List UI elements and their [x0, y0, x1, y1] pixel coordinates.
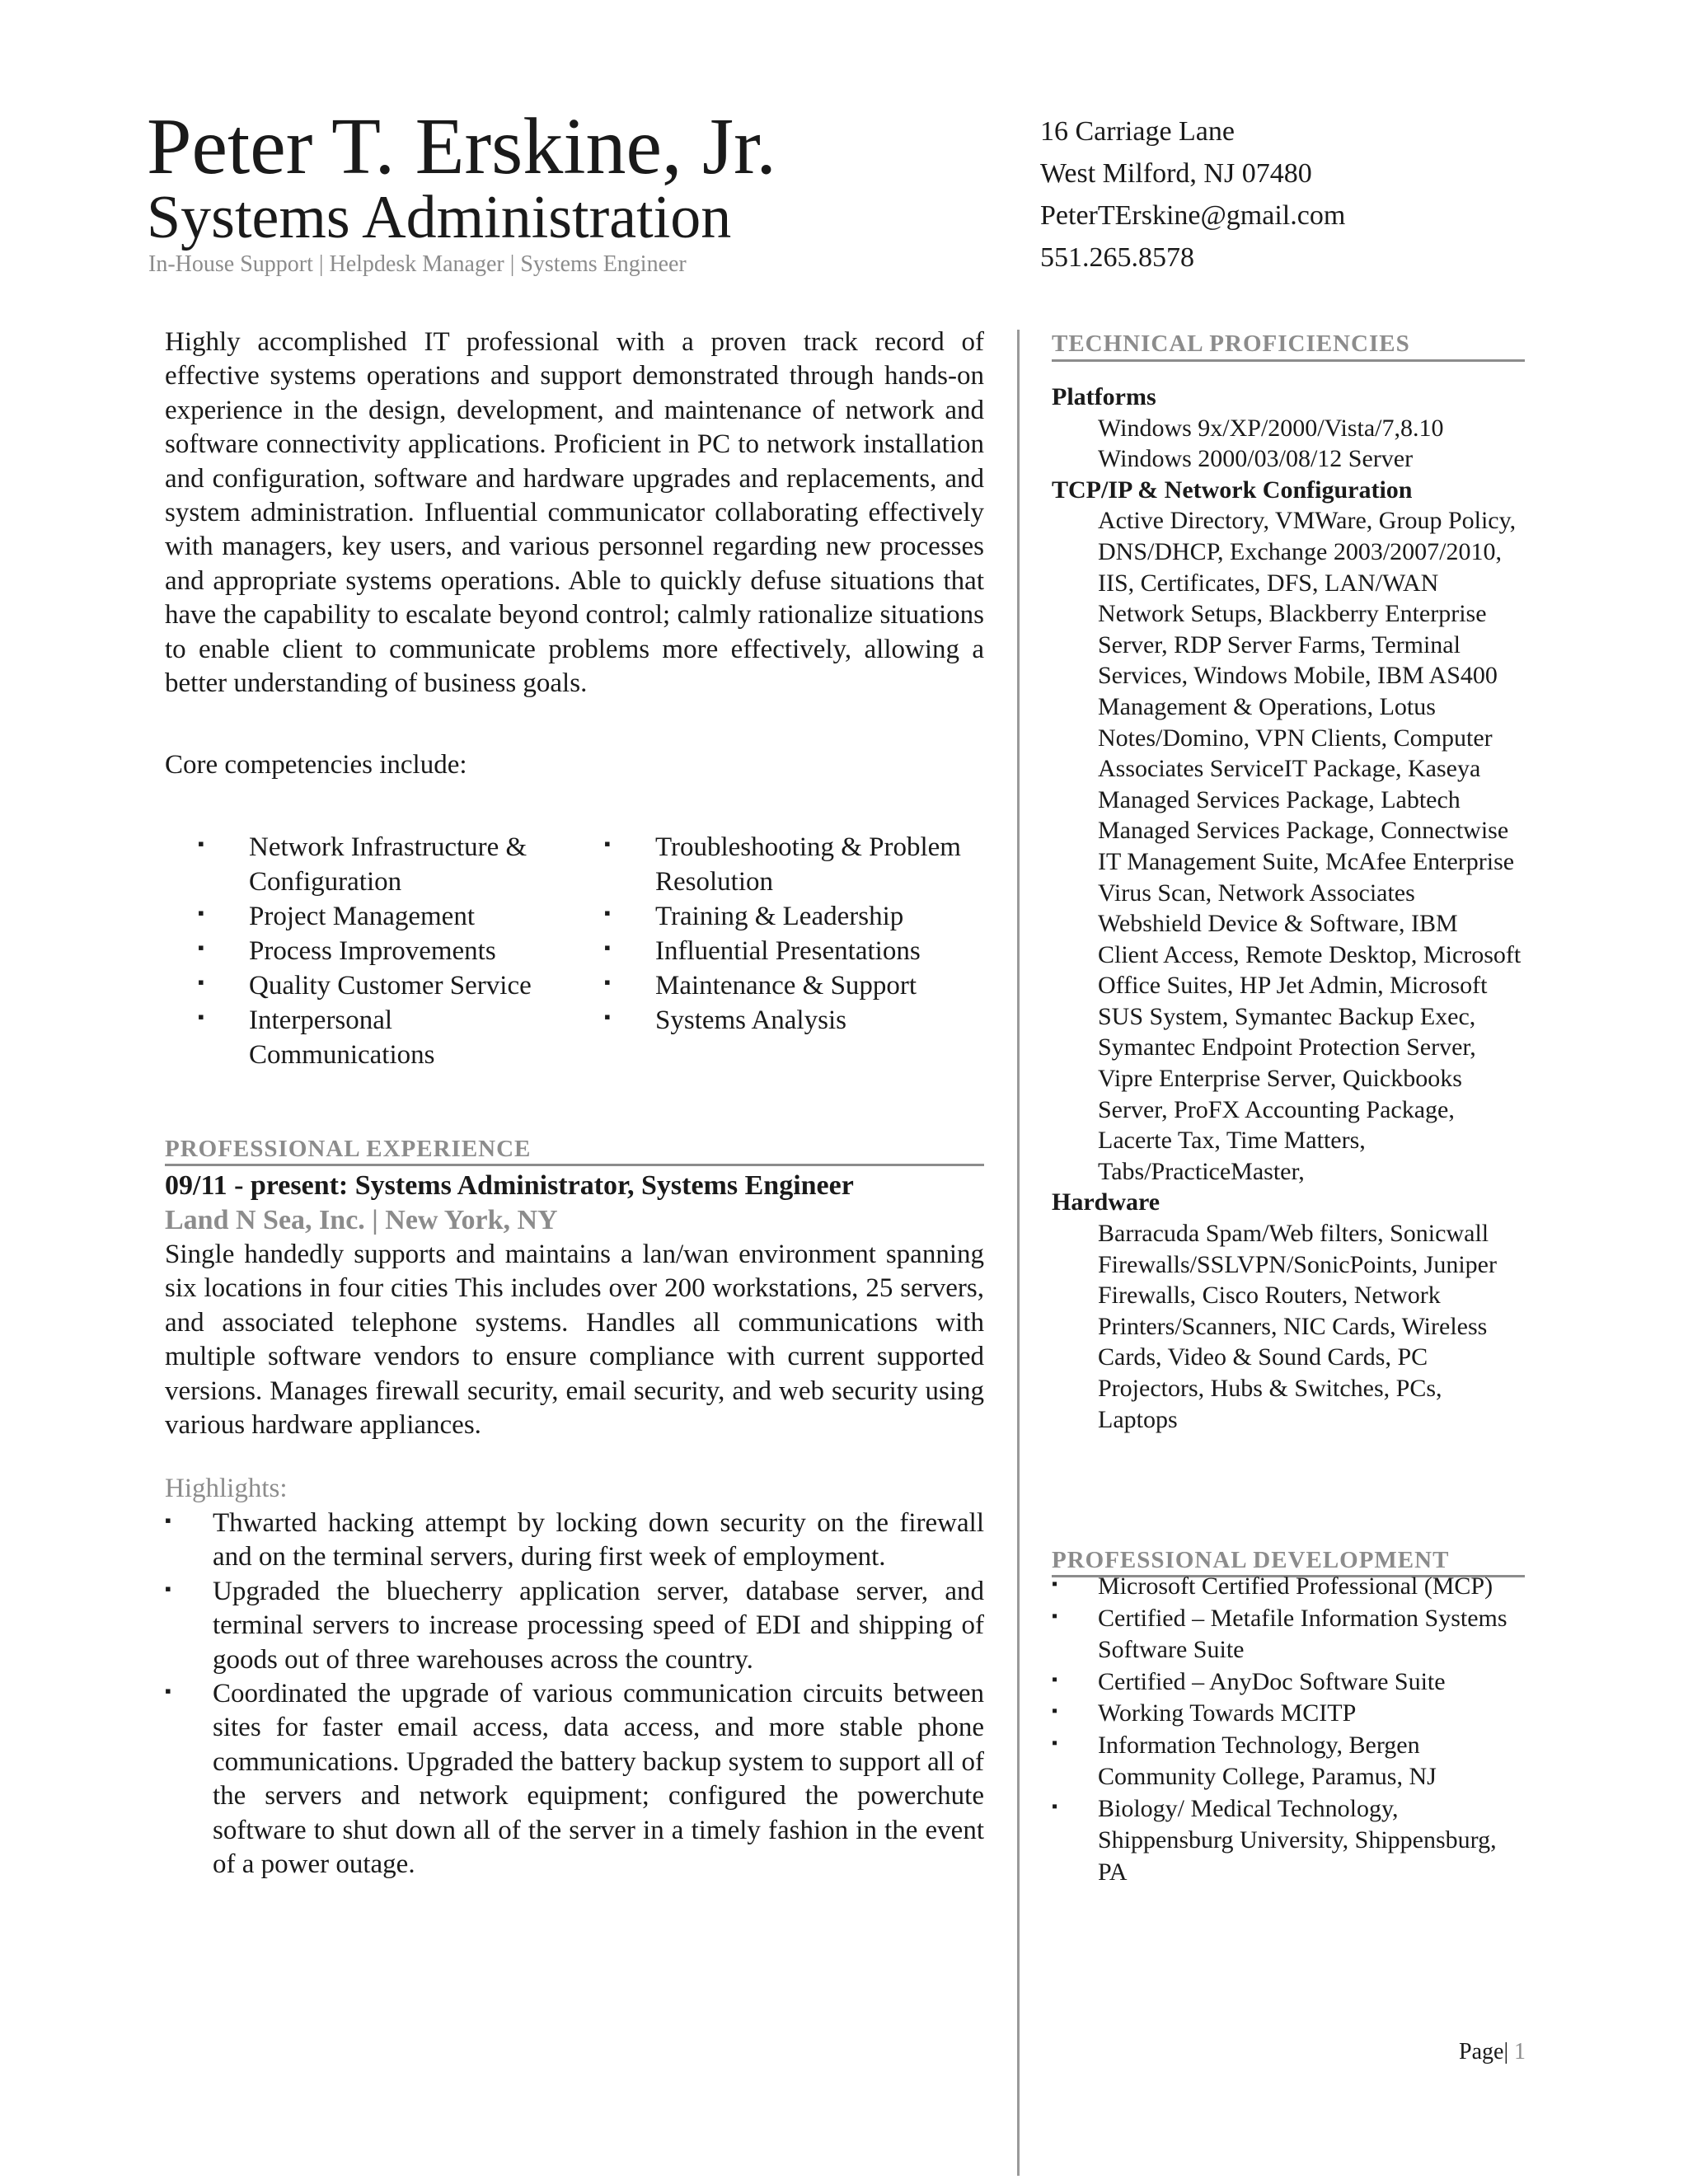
competency-item: ▪ Maintenance & Support [604, 968, 992, 1003]
competency-item: ▪ Troubleshooting & Problem Resolution [604, 830, 992, 899]
competency-item: ▪ Systems Analysis [604, 1003, 992, 1038]
contact-block [1040, 110, 1345, 279]
bullet-icon: ▪ [1052, 1702, 1058, 1720]
column-divider [1017, 330, 1020, 2176]
development-item: ▪ Information Technology, Bergen Community College, Paramus, NJ [1052, 1731, 1437, 1790]
competency-item: ▪ Process Improvements [198, 934, 577, 968]
bullet-icon: ▪ [1052, 1670, 1058, 1689]
page-number: 1 [1514, 2039, 1526, 2064]
job-title: 09/11 - present: Systems Administrator, Systems Engineer [165, 1170, 854, 1201]
competency-item: ▪ Network Infrastructure & Configuration [198, 830, 577, 899]
bullet-icon: ▪ [604, 902, 611, 923]
bullet-icon: ▪ [198, 833, 204, 854]
hardware-list: Barracuda Spam/Web filters, Sonicwall Firewalls/SSLVPN/SonicPoints, Juniper Firewalls, Cisco Routers, Network Printers/Scanners, NIC Cards, Wireless Cards, Video & Sound Cards, PC Projectors, Hubs & Switches, PCs, Laptops [1098, 1220, 1497, 1433]
core-competencies-label: Core competencies include: [165, 750, 467, 780]
bullet-icon: ▪ [198, 902, 204, 923]
development-item: ▪ Working Towards MCITP [1052, 1699, 1357, 1727]
hardware-label: Hardware [1052, 1188, 1160, 1216]
technical-proficiencies [1052, 382, 1522, 1435]
bullet-icon: ▪ [604, 1006, 611, 1027]
competency-item: ▪ Quality Customer Service [198, 968, 577, 1003]
tcpip-list: Active Directory, VMWare, Group Policy, DNS/DHCP, Exchange 2003/2007/2010, IIS, Certificates, DFS, LAN/WAN Network Setups, Blackberry Enterprise Server, RDP Server Farms, Terminal Services, Windows Mobile, IBM AS400 Management & Operations, Lotus Notes/Domino, VPN Clients, Computer Associates ServiceIT Package, Kaseya Managed Services Package, Labtech Managed Services Package, Connectwise IT Management Suite, McAfee Enterprise Virus Scan, Network Associates Webshield Device & Software, IBM Client Access, Remote Desktop, Microsoft Office Suites, HP Jet Admin, Microsoft SUS System, Symantec Backup Exec, Symantec Endpoint Protection Server, Vipre Enterprise Server, Quickbooks Server, ProFX Accounting Package, Lacerte Tax, Time Matters, Tabs/PracticeMaster, [1098, 507, 1522, 1185]
phone: 551.265.8578 [1040, 242, 1194, 273]
bullet-icon: ▪ [1052, 1575, 1058, 1593]
platforms-item: Windows 9x/XP/2000/Vista/7,8.10 [1098, 414, 1444, 442]
highlight-item: ▪ Upgraded the bluecherry application server, database server, and terminal servers to increase processing speed of EDI and shipping of goods out of three warehouses across the country. [165, 1576, 984, 1675]
address-line-1: 16 Carriage Lane [1040, 116, 1235, 147]
highlights-list [165, 1507, 984, 1882]
job-company: Land N Sea, Inc. | New York, NY [165, 1205, 558, 1235]
page-label: Page [1459, 2039, 1504, 2064]
bullet-icon: ▪ [604, 833, 611, 854]
platforms-item: Windows 2000/03/08/12 Server [1098, 445, 1414, 473]
highlight-item: ▪ Thwarted hacking attempt by locking down security on the firewall and on the terminal servers, during first week of employment. [165, 1508, 984, 1572]
bullet-icon: ▪ [604, 972, 611, 992]
email[interactable]: PeterTErskine@gmail.com [1040, 200, 1346, 231]
summary-paragraph: Highly accomplished IT professional with a proven track record of effective systems operations and support demonstrated through hands-on experience in the design, development, and maintenance of network and software connectivity applications. Proficient in PC to network installation and configuration, software and hardware upgrades and replacements, and system administration. Influential communicator collaborating effectively with managers, key users, and various personnel regarding new processes and appropriate systems operations. Able to quickly defuse situations that have the capability to escalate beyond control; calmly rationalize situations to enable client to communicate problems more effectively, allowing a better understanding of business goals. [165, 327, 984, 699]
bullet-icon: ▪ [198, 937, 204, 958]
competency-item: ▪ Project Management [198, 899, 577, 934]
technical-rule [1052, 359, 1525, 362]
bullet-icon: ▪ [198, 972, 204, 992]
development-item: ▪ Microsoft Certified Professional (MCP) [1052, 1572, 1493, 1600]
address-line-2: West Milford, NJ 07480 [1040, 158, 1312, 189]
candidate-title: Systems Administration [147, 184, 732, 251]
technical-heading: TECHNICAL PROFICIENCIES [1052, 330, 1410, 357]
competency-item: ▪ Training & Leadership [604, 899, 992, 934]
competency-item: ▪ Influential Presentations [604, 934, 992, 968]
bullet-icon: ▪ [165, 1577, 171, 1599]
development-list [1052, 1571, 1522, 1888]
platforms-label: Platforms [1052, 383, 1156, 410]
experience-heading: PROFESSIONAL EXPERIENCE [165, 1136, 532, 1162]
development-item: ▪ Biology/ Medical Technology, Shippensburg University, Shippensburg, PA [1052, 1794, 1497, 1886]
highlight-item: ▪ Coordinated the upgrade of various communication circuits between sites for faster email access, data access, and more stable phone communications. Upgraded the battery backup system to support all of the servers and network equipment; configured the powerchute software to shut down all of the server in a timely fashion in the event of a power outage. [165, 1679, 984, 1880]
bullet-icon: ▪ [165, 1510, 171, 1530]
bullet-icon: ▪ [1052, 1606, 1058, 1625]
bullet-icon: ▪ [1052, 1797, 1058, 1816]
tagline: In-House Support | Helpdesk Manager | Systems Engineer [148, 251, 687, 277]
competencies-right-list [604, 830, 992, 1038]
development-heading: PROFESSIONAL DEVELOPMENT [1052, 1547, 1450, 1573]
highlights-label: Highlights: [165, 1474, 288, 1503]
competencies-left-list [198, 830, 577, 1072]
bullet-icon: ▪ [1052, 1733, 1058, 1752]
job-description: Single handedly supports and maintains a lan/wan environment spanning six locations in four cities This includes over 200 workstations, 25 servers, and associated telephone systems. Handles all communications with multiple software vendors to ensure compliance with current supported versions. Manages firewall security, email security, and web security using various hardware appliances. [165, 1240, 984, 1441]
experience-rule [165, 1164, 984, 1166]
bullet-icon: ▪ [165, 1680, 171, 1702]
development-item: ▪ Certified – AnyDoc Software Suite [1052, 1667, 1446, 1695]
bullet-icon: ▪ [198, 1006, 204, 1027]
bullet-icon: ▪ [604, 937, 611, 958]
candidate-name: Peter T. Erskine, Jr. [147, 102, 776, 191]
tcpip-label: TCP/IP & Network Configuration [1052, 476, 1413, 504]
page-footer [1459, 2038, 1526, 2066]
competency-item: ▪ Interpersonal Communications [198, 1003, 577, 1072]
page-separator: | [1503, 2039, 1509, 2064]
development-item: ▪ Certified – Metafile Information Systems Software Suite [1052, 1604, 1507, 1663]
